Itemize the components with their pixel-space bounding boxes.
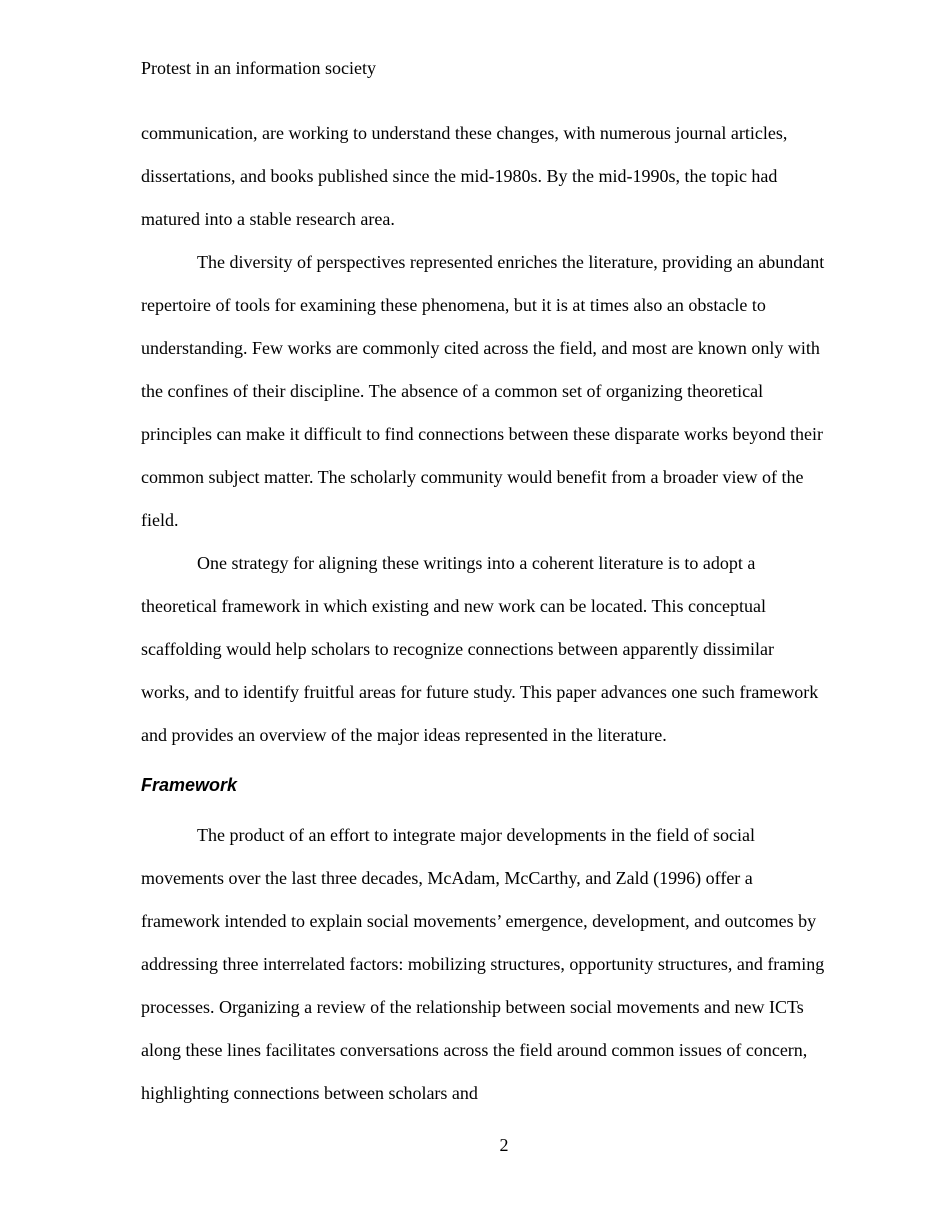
running-head: Protest in an information society [141,58,376,78]
paragraph-diversity: The diversity of perspectives represented enriches the literature, providing an abundant repertoire of tools for examining these phenomena, but it is at times also an obstacle to understanding. Few works are commonly cited across the field, and most are known only with the confines of their discipline. The absence of a common set of organizing theoretical principles can make it difficult to find connections between these disparate works beyond their common subject matter. The scholarly community would benefit from a broader view of the field. [141,252,825,530]
body-text [141,112,825,1115]
paragraph-continued: communication, are working to understand these changes, with numerous journal articles, dissertations, and books published since the mid-1980s. By the mid-1990s, the topic had matured into a stable research area. [141,123,788,229]
page-number: 2 [499,1135,509,1155]
section-heading-framework: Framework [141,775,238,795]
paragraph-strategy: One strategy for aligning these writings into a coherent literature is to adopt a theoretical framework in which existing and new work can be located. This conceptual scaffolding would help scholars to recognize connections between apparently dissimilar works, and to identify fruitful areas for future study. This paper advances one such framework and provides an overview of the major ideas represented in the literature. [141,553,819,745]
paragraph-framework: The product of an effort to integrate major developments in the field of social movements over the last three decades, McAdam, McCarthy, and Zald (1996) offer a framework intended to explain social movements’ emergence, development, and outcomes by addressing three interrelated factors: mobilizing structures, opportunity structures, and framing processes. Organizing a review of the relationship between social movements and new ICTs along these lines facilitates conversations across the field around common issues of concern, highlighting connections between scholars and [141,825,825,1103]
